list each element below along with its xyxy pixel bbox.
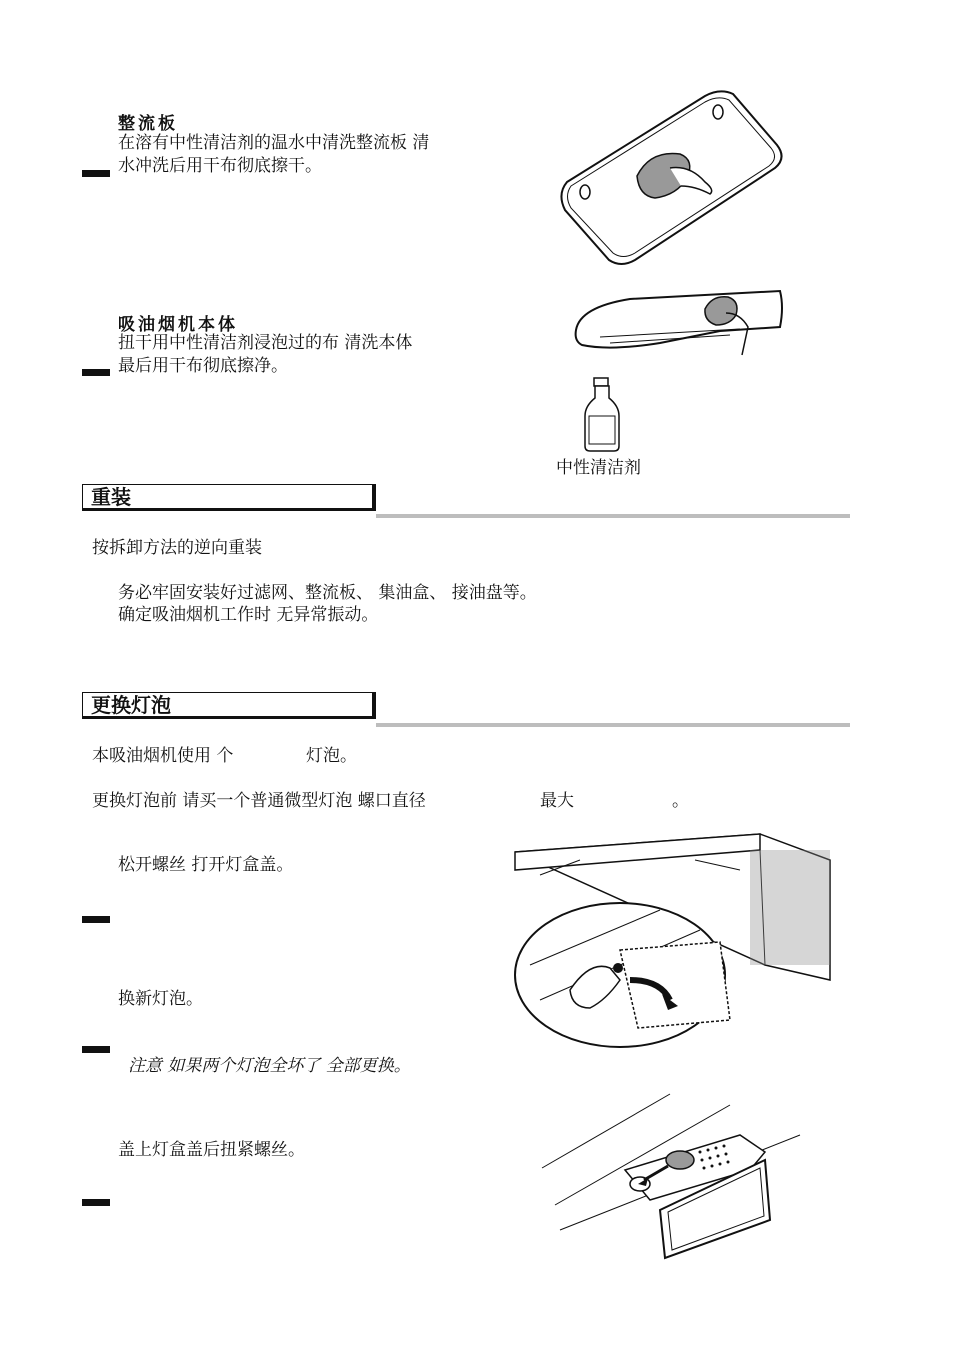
lamp-box-open-illustration [510,830,835,1050]
bulb-step-1: 松开螺丝 打开灯盒盖。 [118,855,294,875]
bulb-buy-a: 更换灯泡前 请买一个普通微型灯泡 螺口直径 [92,791,426,811]
bottle-label: 中性清洁剂 [556,458,641,478]
deflector-title: 整流板 [118,114,178,134]
reinstall-intro: 按拆卸方法的逆向重装 [92,538,262,558]
bulb-step-3: 盖上灯盒盖后扭紧螺丝。 [118,1140,305,1160]
bulb-intro-a: 本吸油烟机使用 个 [92,746,234,766]
bulb-buy-b: 最大 [540,791,574,811]
deflector-plate-illustration [555,90,790,275]
section-header-reinstall [82,484,376,511]
hood-body-marker [82,369,110,376]
reinstall-note-1: 务必牢固安装好过滤网、整流板、 集油盒、 接油盘等。 [118,583,537,603]
section-rule-bulb [376,723,850,727]
hood-body-title: 吸油烟机本体 [118,315,238,335]
hood-body-text-line1: 扭干用中性清洁剂浸泡过的布 清洗本体 [118,333,413,353]
bulb-intro-b: 灯泡。 [306,746,357,766]
hood-body-text-line2: 最后用干布彻底擦净。 [118,356,288,376]
hood-body-illustration [570,285,790,360]
section-title-bulb: 更换灯泡 [91,693,171,717]
bulb-step-2: 换新灯泡。 [118,989,203,1009]
deflector-marker [82,170,110,177]
section-rule-reinstall [376,514,850,518]
lamp-replace-illustration [540,1090,810,1265]
bulb-buy-c: 。 [672,791,689,811]
bulb-note: 注意 如果两个灯泡全坏了 全部更换。 [128,1056,411,1076]
reinstall-note-2: 确定吸油烟机工作时 无异常振动。 [118,605,379,625]
deflector-text-line1: 在溶有中性清洁剂的温水中清洗整流板 清 [118,133,430,153]
section-header-bulb [82,692,376,719]
detergent-bottle-icon [582,376,622,454]
deflector-text-line2: 水冲洗后用干布彻底擦干。 [118,156,322,176]
bulb-step-1-marker [82,916,110,923]
section-title-reinstall: 重装 [91,485,131,509]
bulb-step-2-marker [82,1046,110,1053]
bulb-step-3-marker [82,1199,110,1206]
